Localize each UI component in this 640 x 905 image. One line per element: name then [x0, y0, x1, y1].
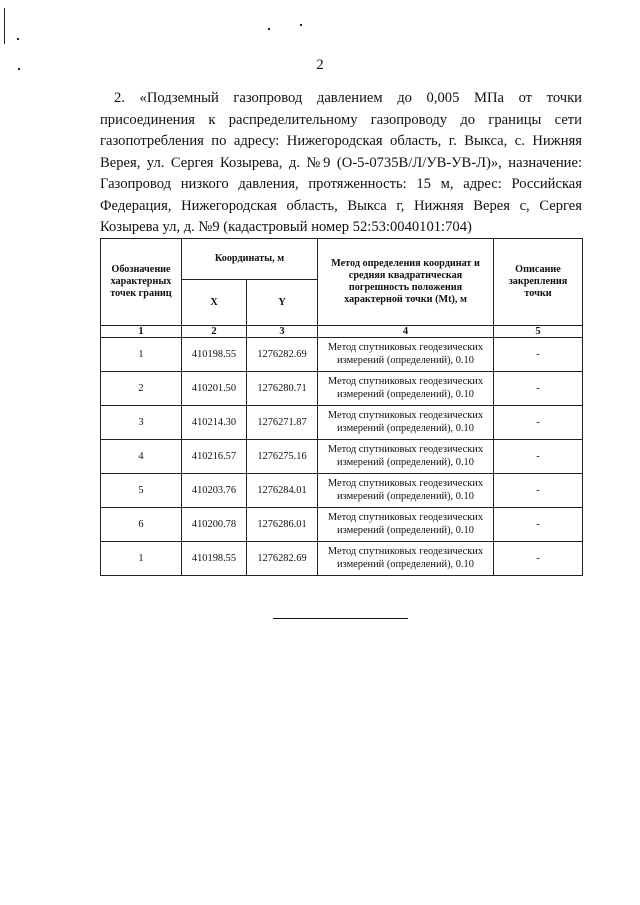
- fixing-description: -: [494, 440, 583, 474]
- method-cell: Метод спутниковых геодезических измерений (определений), 0.10: [318, 542, 494, 576]
- scan-edge-line: [4, 8, 5, 44]
- column-number-row: [101, 326, 583, 338]
- column-number: 4: [318, 326, 494, 338]
- table-row: [101, 440, 583, 474]
- column-number: 2: [182, 326, 247, 338]
- y-coordinate: 1276286.01: [247, 508, 318, 542]
- fixing-description: -: [494, 338, 583, 372]
- x-coordinate: 410214.30: [182, 406, 247, 440]
- point-number: 1: [101, 338, 182, 372]
- method-cell: Метод спутниковых геодезических измерений (определений), 0.10: [318, 440, 494, 474]
- table-row: [101, 508, 583, 542]
- scan-dot: [300, 24, 302, 26]
- column-number: 1: [101, 326, 182, 338]
- table-row: [101, 474, 583, 508]
- method-cell: Метод спутниковых геодезических измерений (определений), 0.10: [318, 406, 494, 440]
- method-cell: Метод спутниковых геодезических измерений (определений), 0.10: [318, 474, 494, 508]
- table-row: [101, 372, 583, 406]
- header-description: Описание закрепления точки: [494, 239, 583, 326]
- point-number: 1: [101, 542, 182, 576]
- table-row: [101, 542, 583, 576]
- method-cell: Метод спутниковых геодезических измерений (определений), 0.10: [318, 338, 494, 372]
- scan-dot: [17, 38, 19, 40]
- header-row: [101, 239, 583, 280]
- fixing-description: -: [494, 406, 583, 440]
- x-coordinate: 410198.55: [182, 338, 247, 372]
- method-cell: Метод спутниковых геодезических измерений (определений), 0.10: [318, 372, 494, 406]
- boundary-coordinates-table: [100, 238, 583, 576]
- y-coordinate: 1276280.71: [247, 372, 318, 406]
- object-description-paragraph: 2. «Подземный газопровод давлением до 0,005 МПа от точки присоединения к распределительному газопроводу до границы сети газопотребления по адресу: Нижегородская область, г. Выкса, с. Нижняя Верея, ул. Сергея Козырева, д. №9 (О-5-0735В/Л/УВ-УВ-Л)», назначение: Газопровод низкого давления, протяженность: 15 м, адрес: Российская Федерация, Нижегородская область, Выкса г, Нижняя Верея с, Сергея Козырева ул, д. №9 (кадастровый номер 52:53:0040101:704): [100, 90, 582, 235]
- y-coordinate: 1276271.87: [247, 406, 318, 440]
- y-coordinate: 1276282.69: [247, 338, 318, 372]
- method-cell: Метод спутниковых геодезических измерений (определений), 0.10: [318, 508, 494, 542]
- table-row: [101, 406, 583, 440]
- y-coordinate: 1276284.01: [247, 474, 318, 508]
- x-coordinate: 410200.78: [182, 508, 247, 542]
- y-coordinate: 1276282.69: [247, 542, 318, 576]
- table-row: [101, 338, 583, 372]
- point-number: 2: [101, 372, 182, 406]
- scan-dot: [268, 28, 270, 30]
- closing-rule: [273, 618, 408, 619]
- y-coordinate: 1276275.16: [247, 440, 318, 474]
- column-number: 3: [247, 326, 318, 338]
- header-designation: Обозначение характерных точек границ: [101, 239, 182, 326]
- point-number: 4: [101, 440, 182, 474]
- point-number: 5: [101, 474, 182, 508]
- x-coordinate: 410198.55: [182, 542, 247, 576]
- header-x: X: [182, 280, 247, 326]
- header-y: Y: [247, 280, 318, 326]
- point-number: 3: [101, 406, 182, 440]
- page-number: 2: [316, 57, 324, 73]
- header-coordinates: Координаты, м: [182, 239, 318, 280]
- point-number: 6: [101, 508, 182, 542]
- x-coordinate: 410203.76: [182, 474, 247, 508]
- header-method: Метод определения координат и средняя квадратическая погрешность положения характерной точки (Mt), м: [318, 239, 494, 326]
- fixing-description: -: [494, 542, 583, 576]
- fixing-description: -: [494, 474, 583, 508]
- fixing-description: -: [494, 372, 583, 406]
- fixing-description: -: [494, 508, 583, 542]
- column-number: 5: [494, 326, 583, 338]
- x-coordinate: 410201.50: [182, 372, 247, 406]
- x-coordinate: 410216.57: [182, 440, 247, 474]
